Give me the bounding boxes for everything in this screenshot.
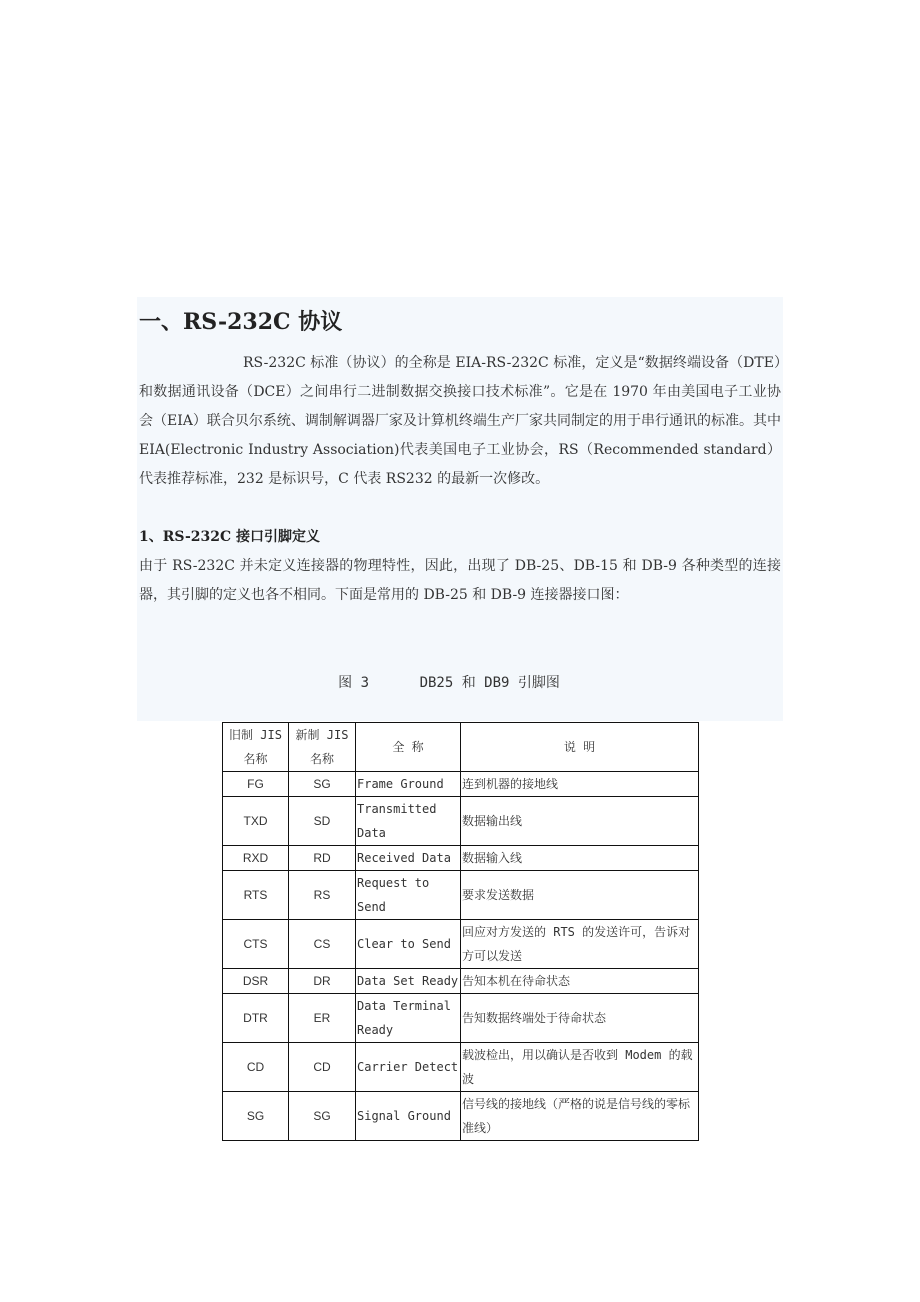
old-jis-name: CTS	[223, 920, 289, 969]
header-old-jis: 旧制 JIS 名称	[223, 723, 289, 772]
old-jis-name: DTR	[223, 994, 289, 1043]
new-jis-name: CS	[289, 920, 356, 969]
table-row	[223, 1092, 699, 1141]
description: 载波检出，用以确认是否收到 Modem 的载波	[461, 1043, 699, 1092]
full-name: Data Set Ready	[356, 969, 461, 994]
header-new-jis: 新制 JIS 名称	[289, 723, 356, 772]
description: 数据输入线	[461, 846, 699, 871]
description: 要求发送数据	[461, 871, 699, 920]
new-jis-name: SD	[289, 797, 356, 846]
table-row	[223, 772, 699, 797]
new-jis-name: DR	[289, 969, 356, 994]
description: 告知本机在待命状态	[461, 969, 699, 994]
intro-paragraph	[139, 349, 781, 494]
description: 告知数据终端处于待命状态	[461, 994, 699, 1043]
description: 连到机器的接地线	[461, 772, 699, 797]
table-row	[223, 846, 699, 871]
new-jis-name: ER	[289, 994, 356, 1043]
full-name: Signal Ground	[356, 1092, 461, 1141]
table-row	[223, 969, 699, 994]
new-jis-name: RS	[289, 871, 356, 920]
header-full-name: 全 称	[356, 723, 461, 772]
connector-paragraph: 由于 RS-232C 并未定义连接器的物理特性，因此，出现了 DB-25、DB-15 和 DB-9 各种类型的连接器，其引脚的定义也各不相同。下面是常用的 DB-25 和 DB-9 连接器接口图：	[139, 558, 781, 603]
pin-definition-table	[222, 722, 699, 1141]
new-jis-name: SG	[289, 772, 356, 797]
old-jis-name: RXD	[223, 846, 289, 871]
old-jis-name: SG	[223, 1092, 289, 1141]
table-row	[223, 920, 699, 969]
new-jis-name: CD	[289, 1043, 356, 1092]
full-name: Transmitted Data	[356, 797, 461, 846]
table-row	[223, 994, 699, 1043]
full-name: Request to Send	[356, 871, 461, 920]
old-jis-name: FG	[223, 772, 289, 797]
table-row	[223, 871, 699, 920]
full-name: Frame Ground	[356, 772, 461, 797]
intro-paragraph-text: RS-232C 标准（协议）的全称是 EIA-RS-232C 标准，定义是“数据终端设备（DTE）和数据通讯设备（DCE）之间串行二进制数据交换接口技术标准”。它是在 1970 年由美国电子工业协会（EIA）联合贝尔系统、调制解调器厂家及计算机终端生产厂家共同制定的用于串行通讯的标准。其中 EIA(Electronic Industry Association)代表美国电子工业协会，RS（Recommended standard）代表推荐标准，232 是标识号，C 代表 RS232 的最新一次修改。	[139, 355, 781, 487]
section-title: 一、RS-232C 协议	[139, 309, 343, 335]
full-name: Received Data	[356, 846, 461, 871]
table-row	[223, 797, 699, 846]
old-jis-name: DSR	[223, 969, 289, 994]
old-jis-name: CD	[223, 1043, 289, 1092]
figure-caption: 图 3 DB25 和 DB9 引脚图	[338, 675, 560, 691]
description: 回应对方发送的 RTS 的发送许可，告诉对方可以发送	[461, 920, 699, 969]
new-jis-name: SG	[289, 1092, 356, 1141]
old-jis-name: RTS	[223, 871, 289, 920]
full-name: Data Terminal Ready	[356, 994, 461, 1043]
table-row	[223, 1043, 699, 1092]
header-description: 说 明	[461, 723, 699, 772]
description: 数据输出线	[461, 797, 699, 846]
full-name: Clear to Send	[356, 920, 461, 969]
old-jis-name: TXD	[223, 797, 289, 846]
description: 信号线的接地线（严格的说是信号线的零标准线）	[461, 1092, 699, 1141]
new-jis-name: RD	[289, 846, 356, 871]
full-name: Carrier Detect	[356, 1043, 461, 1092]
subsection-title: 1、RS-232C 接口引脚定义	[139, 529, 321, 545]
